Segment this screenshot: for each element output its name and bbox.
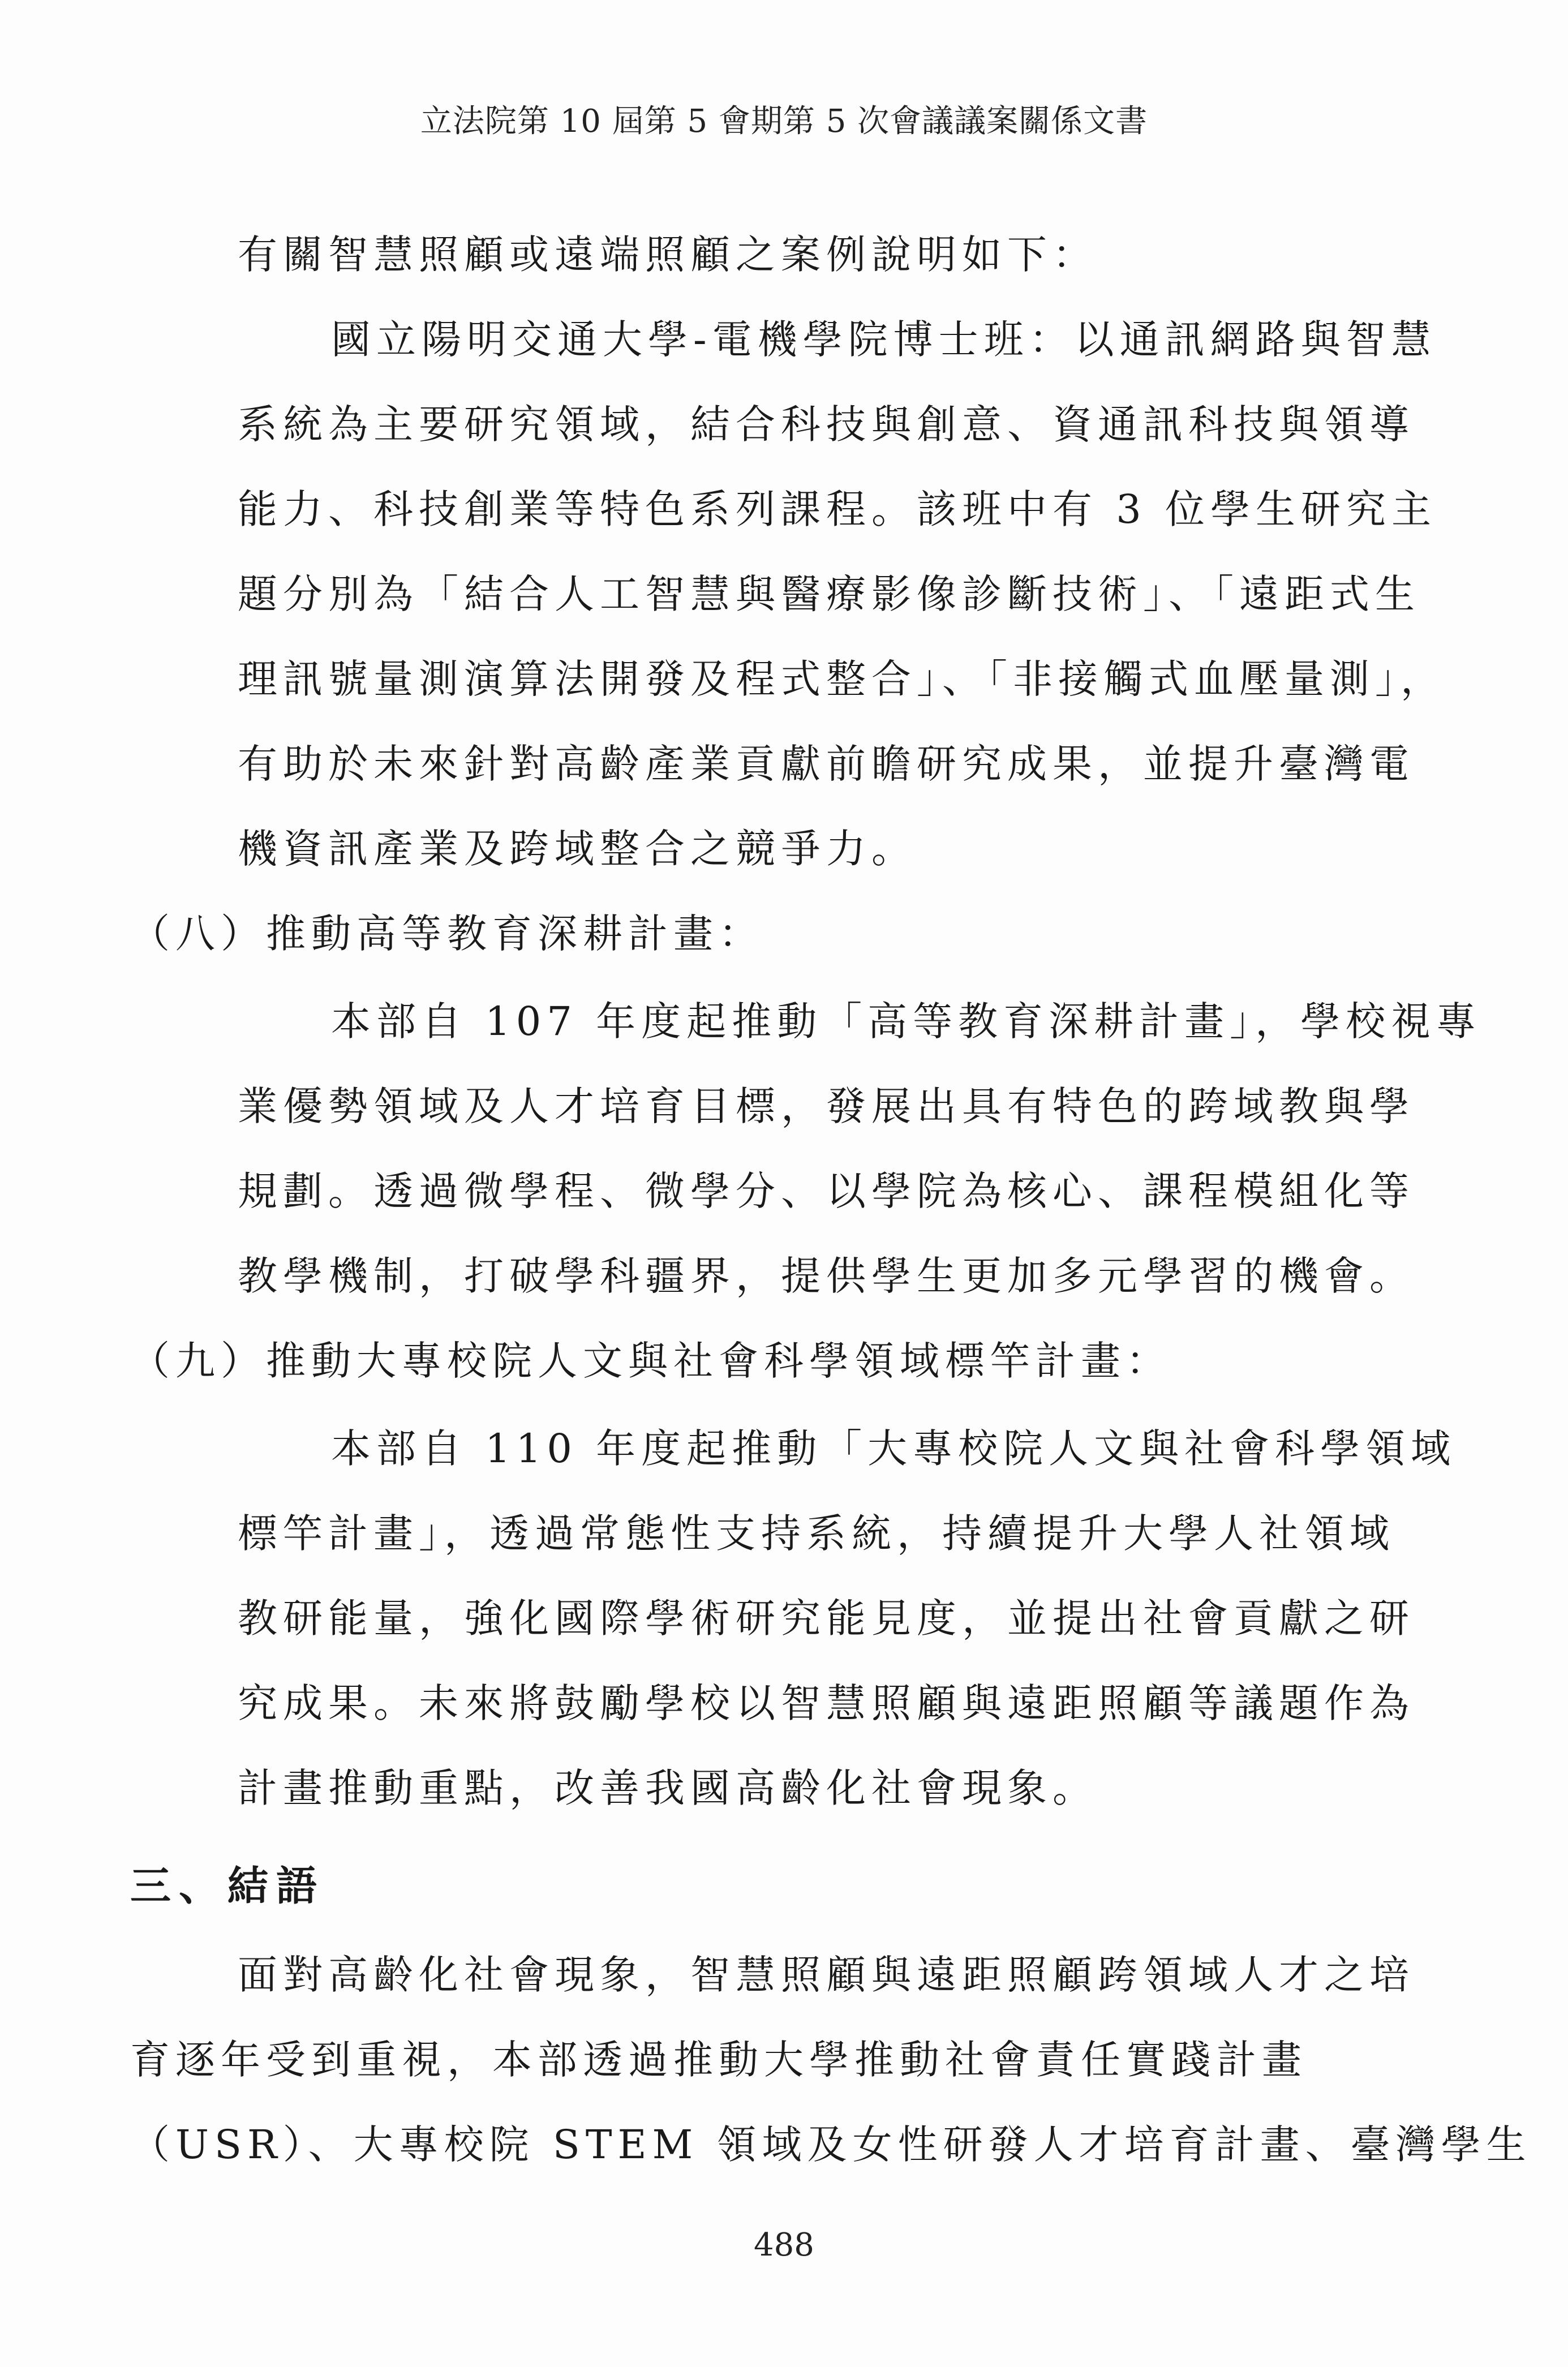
- case-line-5: 理訊號量測演算法開發及程式整合」、「非接觸式血壓量測」，: [238, 656, 1446, 702]
- case-line-6: 有助於未來針對高齡產業貢獻前瞻研究成果，並提升臺灣電: [238, 741, 1415, 787]
- case-line-1: 國立陽明交通大學-電機學院博士班：以通訊網路與智慧: [331, 316, 1437, 363]
- case-line-3: 能力、科技創業等特色系列課程。該班中有 3 位學生研究主: [238, 486, 1437, 532]
- conclusion-line-1: 面對高齡化社會現象，智慧照顧與遠距照顧跨領域人才之培: [238, 1952, 1415, 1998]
- case-line-4: 題分別為「結合人工智慧與醫療影像診斷技術」、「遠距式生: [238, 571, 1420, 617]
- conclusion-line-2: 育逐年受到重視，本部透過推動大學推動社會責任實踐計畫: [130, 2037, 1307, 2083]
- case-line-7: 機資訊產業及跨域整合之競爭力。: [238, 826, 917, 872]
- section-9-line-2: 標竿計畫」，透過常態性支持系統，持續提升大學人社領域: [238, 1510, 1395, 1557]
- section-8-line-3: 規劃。透過微學程、微學分、以學院為核心、課程模組化等: [238, 1168, 1415, 1214]
- section-9-line-5: 計畫推動重點，改善我國高齡化社會現象。: [238, 1765, 1098, 1811]
- conclusion-line-3: （USR）、大專校院 STEM 領域及女性研發人才培育計畫、臺灣學生: [130, 2121, 1532, 2168]
- page-number: 488: [754, 2227, 814, 2263]
- section-9-line-3: 教研能量，強化國際學術研究能見度，並提出社會貢獻之研: [238, 1595, 1415, 1642]
- section-8-line-1: 本部自 107 年度起推動「高等教育深耕計畫」，學校視專: [331, 998, 1482, 1045]
- section-9-line-1: 本部自 110 年度起推動「大專校院人文與社會科學領域: [331, 1425, 1457, 1472]
- case-line-2: 系統為主要研究領域，結合科技與創意、資通訊科技與領導: [238, 401, 1415, 448]
- section-9-heading: （九）推動大專校院人文與社會科學領域標竿計畫：: [130, 1338, 1171, 1384]
- section-8-line-4: 教學機制，打破學科疆界，提供學生更加多元學習的機會。: [238, 1253, 1415, 1299]
- intro-line: 有關智慧照顧或遠端照顧之案例說明如下：: [238, 231, 1098, 278]
- section-9-line-4: 究成果。未來將鼓勵學校以智慧照顧與遠距照顧等議題作為: [238, 1680, 1415, 1726]
- page-header: 立法院第 10 屆第 5 會期第 5 次會議議案關係文書: [420, 103, 1148, 140]
- conclusion-heading: 三、結語: [130, 1862, 325, 1910]
- section-8-line-2: 業優勢領域及人才培育目標，發展出具有特色的跨域教與學: [238, 1083, 1415, 1129]
- section-8-heading: （八）推動高等教育深耕計畫：: [130, 910, 764, 957]
